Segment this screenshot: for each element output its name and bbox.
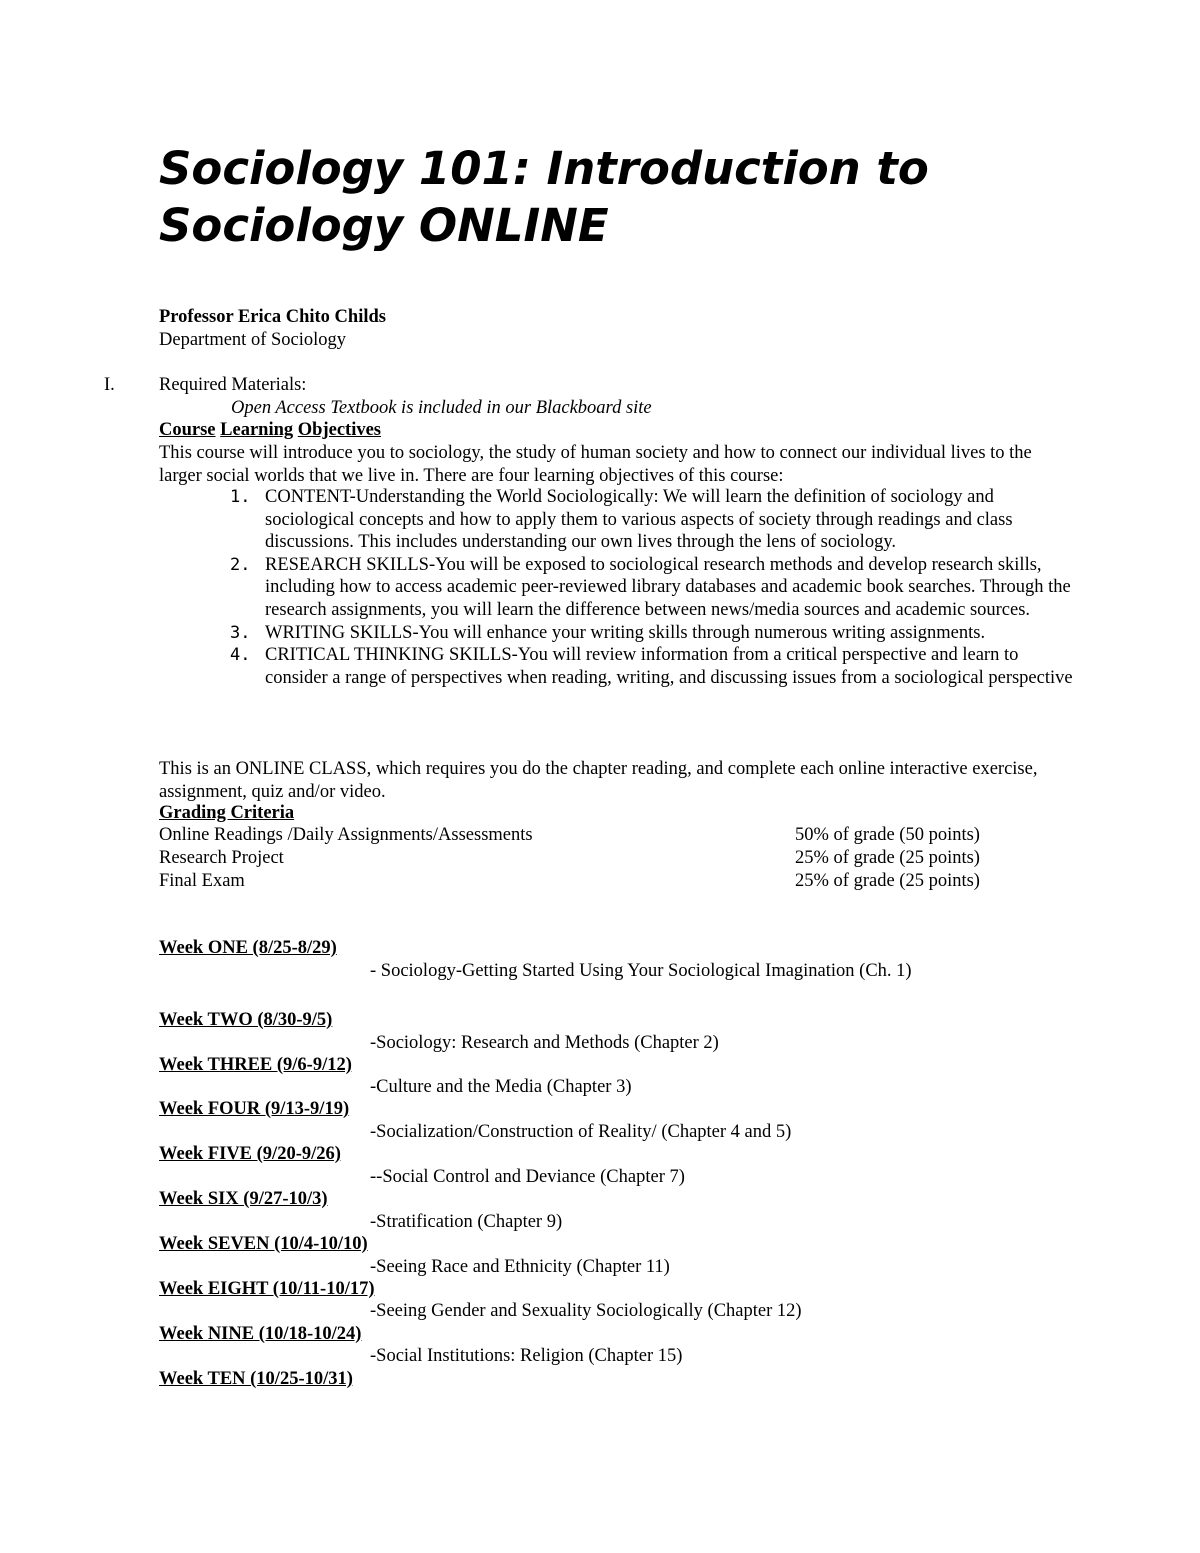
- objective-number: 3.: [230, 622, 251, 643]
- course-title: Sociology 101: Introduction to Sociology ONLINE: [159, 142, 929, 252]
- online-class-note: This is an ONLINE CLASS, which requires you do the chapter reading, and complete each online interactive exercise, assignment, quiz and/or video.: [159, 759, 1038, 802]
- week-title: Week FIVE (9/20-9/26): [159, 1144, 341, 1164]
- week-title: Week SIX (9/27-10/3): [159, 1189, 328, 1209]
- week-topic: - Sociology-Getting Started Using Your Sociological Imagination (Ch. 1): [370, 961, 912, 981]
- week-title: Week EIGHT (10/11-10/17): [159, 1279, 375, 1299]
- week-title: Week ONE (8/25-8/29): [159, 938, 337, 958]
- textbook-note: Open Access Textbook is included in our Blackboard site: [231, 398, 652, 418]
- grading-row: [159, 870, 999, 893]
- week-topic: -Socialization/Construction of Reality/ (Chapter 4 and 5): [370, 1122, 792, 1142]
- objectives-list: [224, 486, 1074, 689]
- week-topic: -Social Institutions: Religion (Chapter 15): [370, 1346, 683, 1366]
- objective-item: [224, 486, 1074, 554]
- week-topic: -Stratification (Chapter 9): [370, 1212, 563, 1232]
- objective-text: RESEARCH SKILLS-You will be exposed to sociological research methods and develop research skills, including how to access academic peer-reviewed library databases and academic book searches. Through the research assignments, you will learn the difference between news/media sources and academic sources.: [265, 554, 1071, 620]
- week-topic: --Social Control and Deviance (Chapter 7): [370, 1167, 685, 1187]
- grading-weight: 25% of grade (25 points): [795, 848, 980, 868]
- objective-text: CONTENT-Understanding the World Sociologically: We will learn the definition of sociology and sociological concepts and how to apply them to various aspects of society through readings and class discussions. This includes understanding our own lives through the lens of sociology.: [265, 487, 1013, 553]
- grading-row: [159, 847, 999, 870]
- week-title: Week SEVEN (10/4-10/10): [159, 1234, 368, 1254]
- grading-item: Final Exam: [159, 871, 245, 891]
- grading-heading: Grading Criteria: [159, 803, 295, 823]
- week-title: Week FOUR (9/13-9/19): [159, 1099, 350, 1119]
- week-title: Week NINE (10/18-10/24): [159, 1324, 362, 1344]
- objectives-heading-word: Course: [159, 420, 216, 440]
- grading-item: Research Project: [159, 848, 284, 868]
- objective-text: CRITICAL THINKING SKILLS-You will review information from a critical perspective and learn to consider a range of perspectives when reading, writing, and discussing issues from a sociological perspective: [265, 645, 1073, 688]
- section-numeral: I.: [104, 375, 115, 395]
- grading-weight: 50% of grade (50 points): [795, 825, 980, 845]
- objectives-heading: [159, 419, 381, 442]
- objective-number: 1.: [230, 487, 251, 507]
- objective-item: [224, 644, 1074, 689]
- objectives-intro: This course will introduce you to sociology, the study of human society and how to connect our individual lives to the larger social worlds that we live in. There are four learning objectives of this course:: [159, 443, 1032, 486]
- grading-weight: 25% of grade (25 points): [795, 871, 980, 891]
- week-title: Week THREE (9/6-9/12): [159, 1055, 352, 1075]
- objective-item: [224, 622, 1074, 645]
- objective-number: 2.: [230, 554, 251, 575]
- week-title: Week TWO (8/30-9/5): [159, 1010, 333, 1030]
- objectives-heading-word: Learning: [220, 420, 294, 440]
- grading-item: Online Readings /Daily Assignments/Assessments: [159, 825, 533, 845]
- week-topic: -Sociology: Research and Methods (Chapter 2): [370, 1033, 719, 1053]
- week-topic: -Culture and the Media (Chapter 3): [370, 1077, 632, 1097]
- department-name: Department of Sociology: [159, 330, 347, 350]
- objective-text: WRITING SKILLS-You will enhance your writing skills through numerous writing assignments.: [265, 622, 986, 643]
- week-title: Week TEN (10/25-10/31): [159, 1369, 353, 1389]
- required-materials-label: Required Materials:: [159, 375, 307, 395]
- objectives-heading-word: Objectives: [297, 420, 381, 440]
- week-topic: -Seeing Race and Ethnicity (Chapter 11): [370, 1257, 670, 1277]
- objective-number: 4.: [230, 645, 251, 666]
- objective-item: [224, 554, 1074, 622]
- professor-name: Professor Erica Chito Childs: [159, 307, 386, 327]
- grading-row: [159, 824, 999, 847]
- week-topic: -Seeing Gender and Sexuality Sociologically (Chapter 12): [370, 1301, 802, 1321]
